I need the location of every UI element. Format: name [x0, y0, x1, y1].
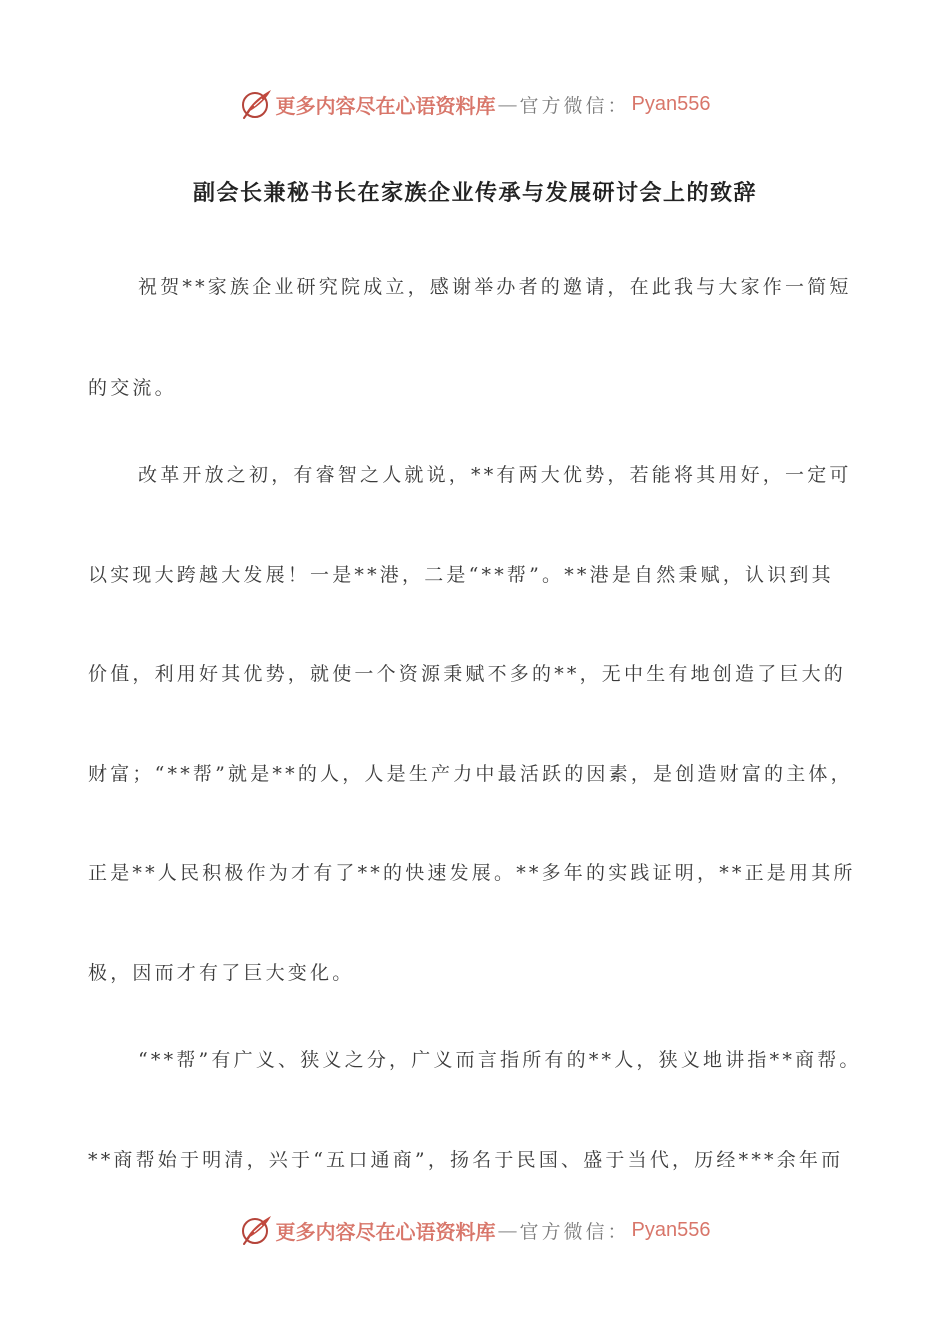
document-title: 副会长兼秘书长在家族企业传承与发展研讨会上的致辞: [192, 181, 757, 206]
banner-official-label: 官方微信：: [519, 94, 630, 117]
paragraph-line: 以实现大跨越大发展！一是**港，二是“**帮”。**港是自然秉赋，认识到其: [88, 564, 834, 586]
header-banner: [0, 84, 950, 124]
banner-brand-text: 更多内容尽在心语资料库: [275, 1219, 496, 1244]
paragraph-line: 正是**人民积极作为才有了**的快速发展。**多年的实践证明，**正是用其所: [88, 862, 856, 884]
banner-wechat-id: Pyan556: [631, 1218, 711, 1241]
quill-logo-icon: [240, 1213, 274, 1247]
paragraph-line: 财富；“**帮”就是**的人，人是生产力中最活跃的因素，是创造财富的主体，: [88, 763, 853, 785]
footer-banner: [0, 1210, 950, 1250]
banner-dash: —: [497, 1218, 518, 1242]
banner-brand-text: 更多内容尽在心语资料库: [275, 93, 496, 118]
quill-logo-icon: [240, 87, 274, 121]
paragraph-line: 极，因而才有了巨大变化。: [88, 962, 355, 984]
banner-official-label: 官方微信：: [519, 1220, 630, 1243]
banner-wechat-id: Pyan556: [631, 92, 711, 115]
paragraph-line: 祝贺**家族企业研究院成立，感谢举办者的邀请，在此我与大家作一简短: [138, 276, 852, 298]
paragraph-line: 改革开放之初，有睿智之人就说，**有两大优势，若能将其用好，一定可: [138, 464, 852, 486]
paragraph-line: **商帮始于明清，兴于“五口通商”，扬名于民国、盛于当代，历经***余年而: [88, 1149, 844, 1171]
paragraph-line: “**帮”有广义、狭义之分，广义而言指所有的**人，狭义地讲指**商帮。: [138, 1049, 862, 1071]
paragraph-line: 的交流。: [88, 377, 177, 399]
banner-dash: —: [497, 92, 518, 116]
paragraph-line: 价值，利用好其优势，就使一个资源秉赋不多的**，无中生有地创造了巨大的: [88, 663, 847, 685]
